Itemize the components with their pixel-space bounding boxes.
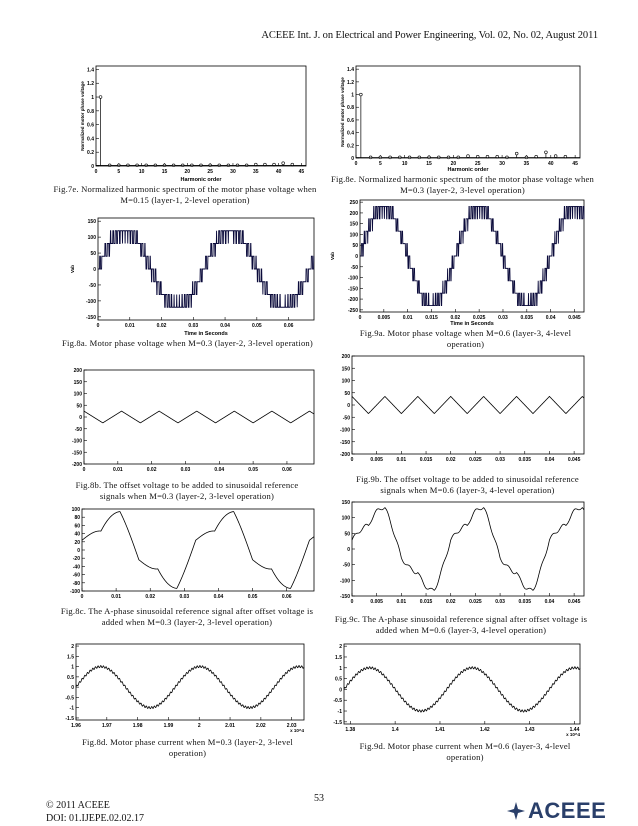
y-tick-label: 0.5 [335,676,342,683]
figure-9b-offset-voltage [330,352,588,466]
signal-line [352,508,584,591]
y-tick-label: 1.2 [87,81,94,88]
signal-line [98,231,314,308]
x-tick-label: 2.02 [255,723,266,729]
x-scale-note: x 10^4 [290,728,304,733]
x-tick-label: 2.03 [286,723,297,729]
figure-9a-motor-phase-voltage [330,196,588,326]
x-tick-label: 1.97 [101,723,112,729]
y-tick-label: -100 [339,578,350,585]
x-tick-label: 0 [350,599,354,605]
y-tick-label: 150 [73,379,82,386]
y-tick-label: 40 [74,531,80,538]
x-tick-label: 2 [197,723,201,729]
y-tick-label: -150 [339,594,350,600]
x-tick-label: 5 [378,161,382,167]
spectrum-point [535,155,538,158]
x-tick-label: 0.03 [179,594,190,600]
y-tick-label: -50 [88,282,96,289]
y-tick-label: 100 [341,378,350,385]
x-tick-label: 1.44 [569,727,580,733]
y-tick-label: 1 [339,665,342,672]
y-tick-label: -250 [347,307,358,314]
y-tick-label: 0 [347,403,350,409]
x-tick-label: 0.03 [188,323,199,329]
y-tick-label: 1.4 [87,67,94,74]
y-tick-label: 50 [344,531,350,538]
y-tick-label: 200 [349,210,358,217]
x-tick-label: 0.015 [419,599,433,605]
x-axis-label: Time in Seconds [184,331,228,336]
y-tick-label: 100 [349,232,358,239]
plot-frame [84,370,314,464]
y-tick-label: 150 [341,500,350,506]
x-tick-label: 0.03 [498,315,508,321]
caption-fig8b: Fig.8b. The offset voltage to be added to sinusoidal reference signals when M=0.3 (layer-2, 3-level operation) [75,480,299,501]
x-tick-label: 15 [426,161,432,167]
y-tick-label: 1 [351,92,354,99]
spectrum-point [515,152,518,155]
x-tick-label: 2.01 [225,723,235,729]
caption-fig8e: Fig.8e. Normalized harmonic spectrum of the motor phase voltage when M=0.3 (layer-2, 3-level operation) [331,174,594,195]
x-axis-label: Time in Seconds [450,321,494,326]
figure-8c-reference-signal [62,505,318,603]
x-tick-label: 0.025 [469,599,482,605]
x-tick-label: 0.05 [247,594,258,600]
y-tick-label: 20 [74,539,80,546]
x-tick-label: 1.98 [132,723,143,729]
y-tick-label: 0 [93,267,96,273]
x-axis-label: Harmonic order [180,177,222,182]
x-tick-label: 40 [548,161,554,167]
x-tick-label: 0.03 [180,467,191,473]
chart-svg [62,640,312,734]
x-tick-label: 40 [275,169,282,175]
x-tick-label: 0.015 [419,457,433,463]
figure-8b-offset-voltage [62,366,318,476]
y-tick-label: 0.4 [347,130,354,137]
y-tick-label: -50 [350,264,358,271]
y-tick-label: -150 [339,439,350,446]
x-tick-label: 0.01 [112,467,123,473]
y-tick-label: 50 [76,403,82,410]
y-tick-label: -1.5 [333,719,342,726]
spectrum-point [545,151,548,154]
y-tick-label: 0.2 [347,143,354,150]
x-tick-label: 0.01 [402,315,413,321]
x-tick-label: 25 [207,169,213,175]
x-tick-label: 0.04 [544,457,555,463]
star-icon [506,801,526,821]
x-tick-label: 0 [96,323,100,329]
spectrum-point [486,155,489,158]
footer-copyright: © 2011 ACEEE [46,800,110,811]
y-tick-label: -100 [339,427,350,434]
x-tick-label: 0.005 [370,457,383,463]
x-tick-label: 45 [298,169,305,175]
plot-frame [352,502,584,596]
y-tick-label: 0.4 [87,136,94,143]
signal-line [352,396,584,413]
x-tick-label: 0 [350,457,354,463]
caption-fig8d: Fig.8d. Motor phase current when M=0.3 (layer-2, 3-level operation) [82,737,293,758]
y-tick-label: -150 [85,314,96,321]
journal-header: ACEEE Int. J. on Electrical and Power Engineering, Vol. 02, No. 02, August 2011 [261,30,598,41]
x-tick-label: 0.005 [370,599,383,605]
x-tick-label: 0.05 [251,323,262,329]
x-tick-label: 0 [82,467,86,473]
y-tick-label: -40 [72,564,80,571]
chart-svg [80,62,312,182]
figure-9c-reference-signal [330,498,588,608]
y-tick-label: 0.5 [67,674,74,681]
plot-frame [356,66,580,158]
figure-8d-phase-current [62,640,312,734]
x-tick-label: 1.38 [345,727,356,733]
y-tick-label: -80 [72,580,80,587]
x-tick-label: 0.02 [145,594,156,600]
chart-svg [330,640,588,738]
x-tick-label: 0.04 [220,323,230,329]
x-tick-label: 1.4 [391,727,399,733]
y-tick-label: 100 [341,515,350,522]
x-tick-label: 1.43 [524,727,535,733]
x-tick-label: 15 [161,169,168,175]
x-tick-label: 0.045 [568,315,581,321]
y-tick-label: 60 [74,523,80,530]
figure-8e-harmonic-spectrum [340,62,586,172]
y-tick-label: 200 [73,368,82,374]
y-axis-label: Normalized motor phase voltage [340,77,345,147]
x-tick-label: 20 [184,169,191,175]
x-tick-label: 20 [450,161,457,167]
y-tick-label: 0 [355,254,358,260]
chart-svg [70,212,320,336]
x-tick-label: 0.02 [146,467,157,473]
caption-fig7e: Fig.7e. Normalized harmonic spectrum of the motor phase voltage when M=0.15 (layer-1, 2-level operation) [53,184,317,205]
y-tick-label: 150 [341,366,350,373]
spectrum-point [99,96,102,99]
x-tick-label: 0.035 [520,315,534,321]
caption-fig9b: Fig.9b. The offset voltage to be added to sinusoidal reference signals when M=0.6 (layer-3, 4-level operation) [356,474,579,495]
x-tick-label: 0.025 [472,315,486,321]
spectrum-point [564,155,567,158]
y-tick-label: -100 [347,275,358,282]
x-tick-label: 0 [354,161,358,167]
y-tick-label: 50 [90,251,96,258]
y-tick-label: -50 [74,426,82,433]
y-tick-label: 1 [71,664,74,671]
y-tick-label: -150 [71,450,82,457]
caption-fig9a: Fig.9a. Motor phase voltage when M=0.6 (layer-3, 4-level operation) [359,328,572,349]
y-tick-label: 2 [339,644,342,651]
x-tick-label: 0.06 [282,467,292,473]
y-tick-label: -200 [347,297,358,304]
plot-frame [344,644,580,724]
x-tick-label: 0.01 [124,323,135,329]
figure-8a-motor-phase-voltage [70,212,320,336]
y-tick-label: -100 [69,589,80,595]
y-axis-label: Vab [330,251,335,261]
x-tick-label: 0.01 [396,599,407,605]
y-tick-label: -0.5 [333,698,342,705]
x-tick-label: 5 [117,169,121,175]
figure-9d-phase-current [330,640,588,738]
y-tick-label: 100 [73,391,82,398]
signal-line [84,411,314,423]
y-tick-label: -1 [337,709,342,716]
x-tick-label: 45 [572,161,578,167]
footer-doi: DOI: 01.IJEPE.02.02.17 [46,813,145,824]
x-tick-label: 0 [94,169,98,175]
y-tick-label: -1.5 [65,715,74,722]
plot-frame [82,509,314,591]
y-tick-label: 0.6 [347,117,354,124]
x-tick-label: 0.04 [214,467,225,473]
y-tick-label: 0.8 [347,105,354,112]
y-tick-label: 150 [349,221,358,228]
x-tick-label: 0.01 [111,594,121,600]
x-tick-label: 0.035 [518,457,532,463]
y-tick-label: 2 [71,644,74,651]
x-tick-label: 0.04 [545,315,556,321]
y-tick-label: 80 [74,515,80,522]
x-tick-label: 0.04 [213,594,224,600]
y-tick-label: 50 [344,390,350,397]
x-tick-label: 0.03 [495,457,505,463]
y-tick-label: 0 [339,687,342,694]
chart-svg [330,498,588,608]
spectrum-point [282,162,285,165]
spectrum-point [496,155,499,158]
x-scale-note: x 10^4 [566,732,580,737]
y-tick-label: 50 [352,243,358,250]
aceee-logo [506,798,606,824]
x-tick-label: 0.01 [396,457,407,463]
x-tick-label: 1.99 [163,723,174,729]
y-axis-label: Vab [70,264,75,274]
x-tick-label: 0.04 [544,599,555,605]
x-tick-label: 0.015 [425,315,438,321]
y-tick-label: -200 [71,462,82,468]
y-tick-label: 1.5 [67,654,74,661]
y-axis-label: Normalized motor phase voltage [80,81,85,151]
y-tick-label: 250 [349,200,358,207]
y-tick-label: 0 [347,547,350,553]
caption-fig9c: Fig.9c. The A-phase sinusoidal reference signal after offset voltage is added when M=0.6 (layer-3, 4-level operation) [334,614,588,635]
signal-line [344,667,580,712]
y-tick-label: -0.5 [65,695,74,702]
x-tick-label: 0.05 [248,467,258,473]
plot-frame [96,66,306,166]
x-tick-label: 1.42 [479,727,490,733]
x-tick-label: 0.06 [283,323,294,329]
x-tick-label: 0 [80,594,84,600]
y-tick-label: 200 [341,354,350,360]
y-tick-label: 100 [87,235,96,242]
x-tick-label: 0.06 [281,594,292,600]
y-tick-label: -200 [339,452,350,458]
x-axis-label: Harmonic order [447,167,489,172]
y-tick-label: 1.2 [347,79,354,86]
signal-line [82,512,314,589]
y-tick-label: 1.5 [335,654,342,661]
y-tick-label: 0 [79,415,82,421]
chart-svg [330,352,588,466]
x-tick-label: 1.41 [435,727,445,733]
caption-fig9d: Fig.9d. Motor phase current when M=0.6 (layer-3, 4-level operation) [359,741,571,762]
page-number: 53 [314,793,324,804]
x-tick-label: 0.02 [156,323,167,329]
y-tick-label: -100 [85,298,96,305]
caption-fig8c: Fig.8c. The A-phase sinusoidal reference signal after offset voltage is added when M=0.3 (layer-2, 3-level operation) [60,606,314,627]
x-tick-label: 0.035 [518,599,532,605]
x-tick-label: 30 [230,169,236,175]
y-tick-label: -20 [72,556,80,563]
plot-frame [76,644,304,720]
y-tick-label: -50 [342,415,350,422]
x-tick-label: 0.045 [567,457,581,463]
spectrum-point [476,155,479,158]
y-tick-label: 150 [87,219,96,226]
x-tick-label: 0.025 [469,457,482,463]
x-tick-label: 0.005 [377,315,391,321]
x-tick-label: 10 [401,161,408,167]
y-tick-label: -150 [347,286,358,293]
chart-svg [62,505,318,603]
chart-svg [330,196,588,326]
y-tick-label: 0 [71,685,74,692]
x-tick-label: 0.02 [450,315,461,321]
y-tick-label: 0.2 [87,150,94,157]
y-tick-label: 0 [351,156,354,162]
y-tick-label: -60 [72,572,80,579]
logo-text: ACEEE [528,798,607,823]
y-tick-label: -50 [342,562,350,569]
y-tick-label: -100 [71,438,82,445]
y-tick-label: 0 [77,548,80,554]
y-tick-label: 1 [91,95,94,102]
x-tick-label: 30 [499,161,505,167]
signal-line [360,206,584,305]
x-tick-label: 0.045 [567,599,581,605]
x-tick-label: 1.96 [71,723,81,729]
x-tick-label: 0.02 [445,599,456,605]
y-tick-label: 0 [91,164,94,170]
plot-frame [352,356,584,454]
x-tick-label: 25 [474,161,481,167]
y-tick-label: 0.8 [87,108,94,115]
caption-fig8a: Fig.8a. Motor phase voltage when M=0.3 (layer-2, 3-level operation) [62,338,313,348]
chart-svg [62,366,318,476]
signal-line [76,666,304,709]
y-tick-label: 0.6 [87,122,94,129]
x-tick-label: 0.03 [495,599,505,605]
x-tick-label: 35 [253,169,259,175]
x-tick-label: 0 [358,315,362,321]
x-tick-label: 35 [523,161,530,167]
spectrum-point [359,93,362,96]
y-tick-label: 1.4 [347,67,354,74]
y-tick-label: -1 [69,705,74,712]
x-tick-label: 0.02 [445,457,456,463]
chart-svg [340,62,586,172]
y-tick-label: 100 [71,507,80,513]
figure-7e-harmonic-spectrum [80,62,312,182]
x-tick-label: 10 [138,169,145,175]
